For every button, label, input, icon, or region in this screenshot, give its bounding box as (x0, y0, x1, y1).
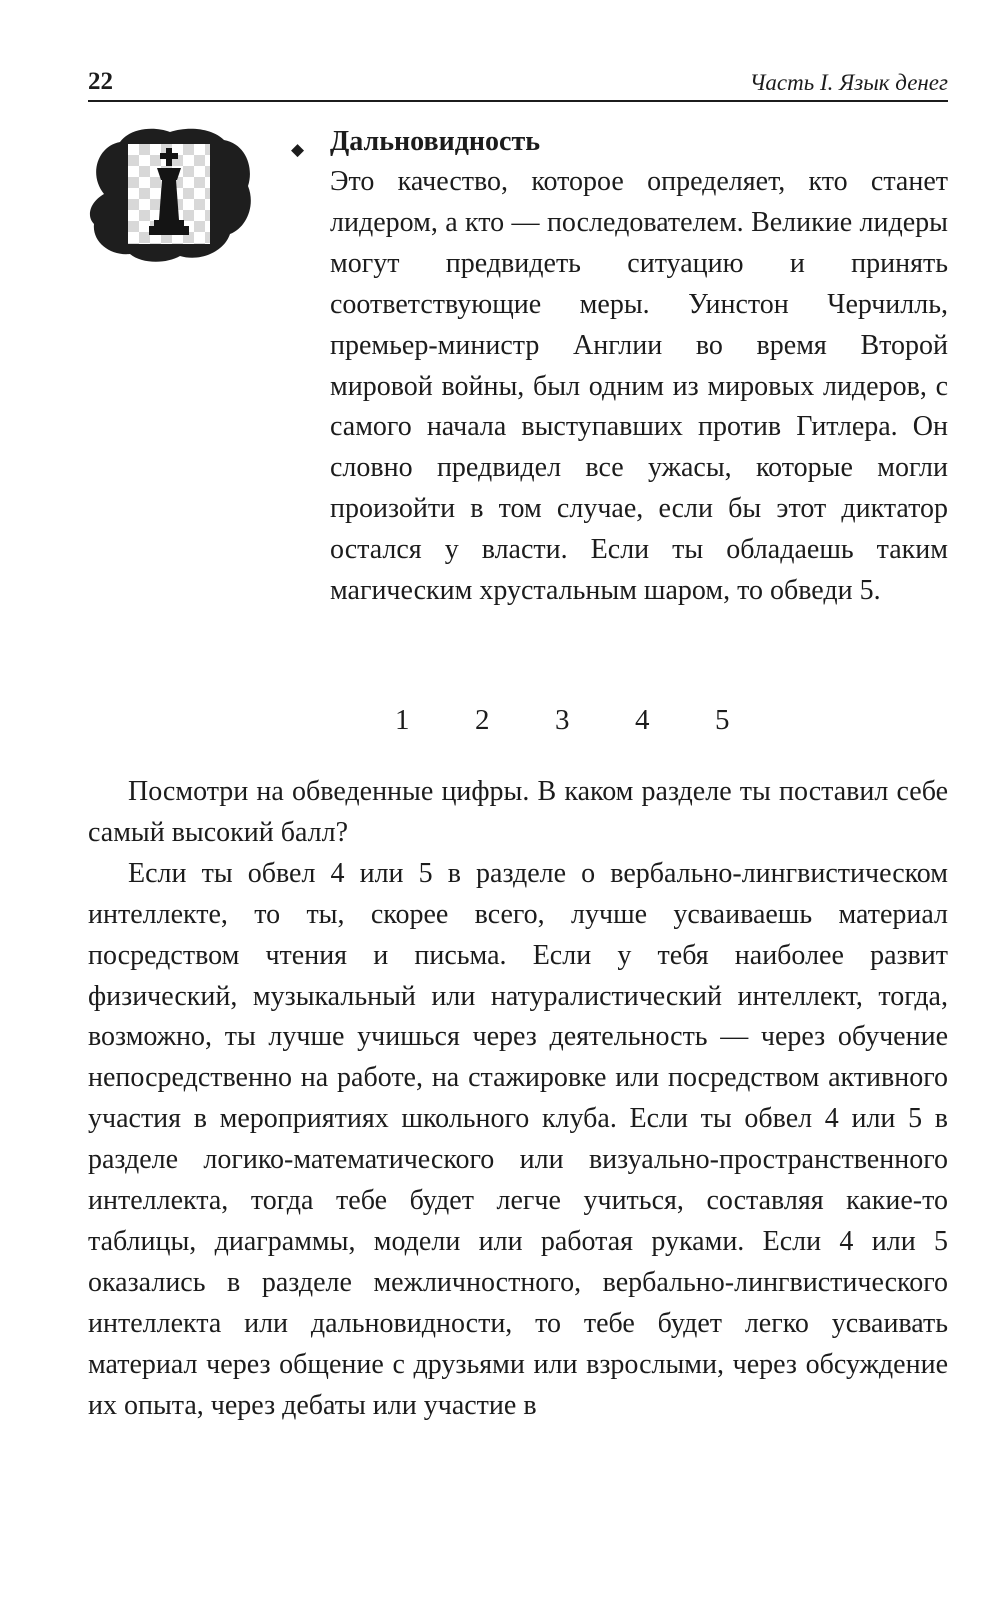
rating-number: 4 (635, 704, 650, 736)
running-header (88, 66, 948, 102)
paragraph: Посмотри на обведенные цифры. В каком разделе ты поставил себе самый высокий балл? (88, 776, 948, 848)
section-title: Дальновидность (330, 126, 540, 157)
section-body: Это качество, которое определяет, кто станет лидером, а кто — последователем. Великие лидеры могут предвидеть ситуацию и принять соответствующие меры. Уинстон Черчилль, премьер-министр Англии во время Второй мировой войны, был одним из мировых лидеров, с самого начала выступавших против Гитлера. Он словно предвидел все ужасы, которые могли произойти в том случае, если бы этот диктатор остался у власти. Если ты обладаешь таким магическим хрустальным шаром, то обведи 5. (330, 166, 948, 607)
rating-scale (395, 702, 795, 738)
running-title: Часть I. Язык денег (749, 70, 948, 95)
chess-king-icon (84, 124, 256, 266)
bullet-marker: ◆ (291, 140, 305, 159)
rating-number: 1 (395, 704, 410, 736)
page-number: 22 (88, 68, 113, 95)
rating-number: 3 (555, 704, 570, 736)
paragraph: Если ты обвел 4 или 5 в разделе о вербально-лингвистическом интеллекте, то ты, скорее всего, лучше усваиваешь материал посредством чтения и письма. Если у тебя наиболее развит физический, музыкальный или натуралистический интеллект, тогда, возможно, ты лучше учишься через деятельность — через обучение непосредственно на работе, на стажировке или посредством активного участия в мероприятиях школьного клуба. Если ты обвел 4 или 5 в разделе логико-математического или визуально-пространственного интеллекта, тогда тебе будет легче учиться, составляя какие-то таблицы, диаграммы, модели или работая руками. Если 4 или 5 оказались в разделе межличностного, вербально-лингвистического интеллекта или дальновидности, то тебе будет легко усваивать материал через общение с друзьями или взрослыми, через обсуждение их опыта, через дебаты или участие в (88, 857, 948, 1421)
rating-number: 2 (475, 704, 490, 736)
main-text (88, 772, 948, 1427)
rating-number: 5 (715, 704, 730, 736)
